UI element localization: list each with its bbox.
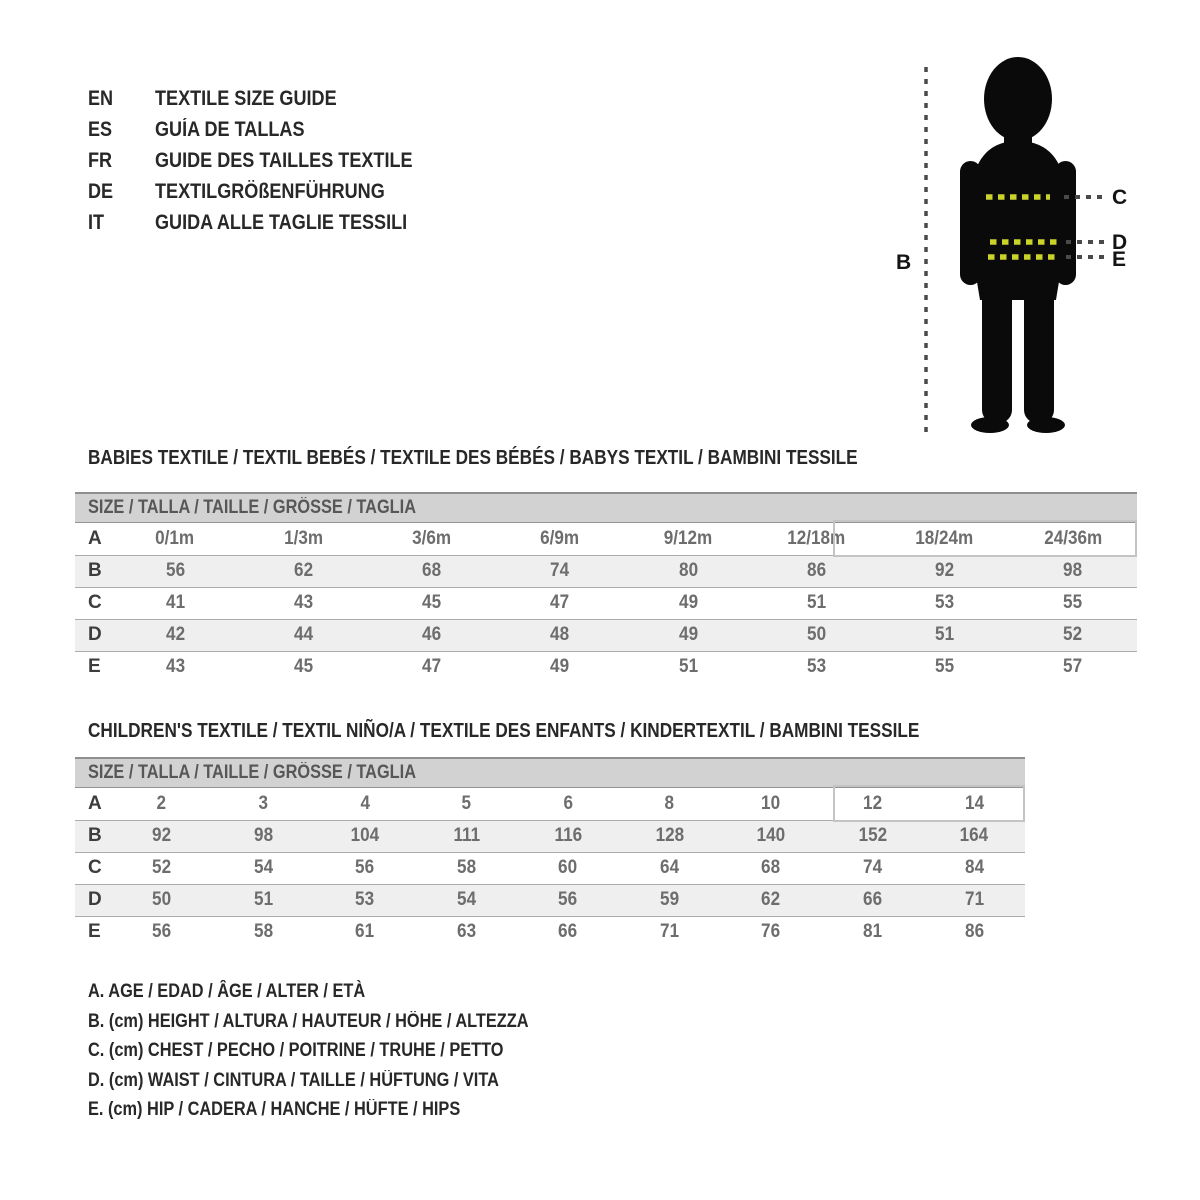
row-label: E (88, 656, 101, 678)
cell: 111 (453, 825, 480, 846)
chest-label: C (1112, 186, 1128, 209)
cell: 4 (360, 792, 370, 814)
cell: 76 (761, 921, 781, 943)
children-section-heading: CHILDREN'S TEXTILE / TEXTIL NIÑO/A / TEXTILE DES ENFANTS / KINDERTEXTIL / BAMBINI TESSILE (88, 720, 920, 742)
left-foot-shape (971, 417, 1009, 433)
lang-code: ES (88, 117, 113, 141)
legend-line-chest: C. (cm) CHEST / PECHO / POITRINE / TRUHE / PETTO (88, 1040, 504, 1061)
head-shape (984, 57, 1052, 141)
cell: 53 (935, 592, 955, 613)
cell: 64 (659, 857, 680, 878)
row-label: D (88, 624, 102, 645)
table-row-B (75, 820, 1025, 852)
cell: 60 (558, 857, 578, 878)
cell: 80 (678, 560, 698, 581)
cell: 50 (806, 624, 826, 645)
torso-shape (970, 141, 1066, 300)
cell: 116 (554, 825, 582, 846)
legend-line-hip: E. (cm) HIP / CADERA / HANCHE / HÜFTE / HIPS (88, 1099, 461, 1120)
cell: 55 (935, 656, 955, 678)
cell: 152 (858, 825, 887, 846)
children-size-table (75, 757, 1025, 948)
cell: 74 (863, 857, 883, 878)
lang-row-en (88, 83, 454, 114)
cell: 140 (756, 825, 786, 846)
cell: 71 (659, 921, 680, 943)
children-table-grid (75, 788, 1025, 948)
lang-row-fr (88, 145, 454, 176)
row-label: C (88, 857, 102, 878)
cell: 53 (355, 889, 375, 910)
cell: 6/9m (540, 527, 580, 549)
row-label: C (88, 592, 102, 613)
cell: 41 (165, 592, 185, 613)
cell: 56 (165, 560, 185, 581)
cell: 44 (293, 624, 313, 645)
row-label: D (88, 889, 102, 910)
cell: 45 (293, 656, 313, 678)
cell: 12 (863, 792, 883, 814)
cell: 98 (1063, 560, 1083, 581)
cell: 50 (152, 889, 172, 910)
cell: 92 (935, 560, 955, 581)
row-label: A (88, 792, 102, 814)
hip-label: E (1112, 248, 1127, 271)
row-label: B (88, 560, 102, 581)
lang-code: IT (88, 210, 105, 234)
cell: 51 (806, 592, 826, 613)
lang-row-de (88, 176, 454, 207)
guide-title: GUIDA ALLE TAGLIE TESSILI (155, 210, 408, 234)
legend-line-waist: D. (cm) WAIST / CINTURA / TAILLE / HÜFTUNG / VITA (88, 1069, 499, 1091)
children-size-header-bar: SIZE / TALLA / TAILLE / GRÖSSE / TAGLIA (75, 757, 1025, 788)
lang-row-es (88, 114, 454, 145)
cell: 14 (964, 792, 984, 814)
row-label: A (88, 527, 102, 549)
cell: 66 (863, 889, 883, 910)
cell: 56 (558, 889, 578, 910)
cell: 0/1m (155, 527, 195, 549)
cell: 81 (863, 921, 883, 943)
cell: 104 (350, 825, 380, 846)
cell: 3 (258, 792, 269, 814)
cell: 56 (152, 921, 172, 943)
cell: 1/3m (283, 527, 323, 549)
cell: 5 (461, 792, 472, 814)
cell: 10 (761, 792, 781, 814)
left-arm-shape (960, 161, 981, 285)
guide-title: GUÍA DE TALLAS (155, 117, 305, 141)
cell: 68 (761, 857, 781, 878)
cell: 56 (355, 857, 375, 878)
cell: 9/12m (663, 527, 713, 549)
babies-table-grid (75, 523, 1137, 683)
cell: 54 (253, 857, 273, 878)
cell: 51 (935, 624, 955, 645)
table-row-B (75, 555, 1137, 587)
cell: 98 (253, 825, 273, 846)
guide-title: TEXTILE SIZE GUIDE (155, 86, 337, 110)
cell: 49 (678, 592, 698, 613)
guide-title: TEXTILGRÖßENFÜHRUNG (155, 179, 385, 203)
waist-label: D (1112, 231, 1128, 254)
height-label: B (896, 251, 912, 274)
cell: 51 (253, 889, 273, 910)
row-label: B (88, 825, 102, 846)
table-row-D (75, 884, 1025, 916)
table-row-C (75, 587, 1137, 619)
right-arm-shape (1055, 161, 1076, 285)
table-row-A (75, 788, 1025, 820)
table-row-D (75, 619, 1137, 651)
cell: 57 (1063, 656, 1083, 678)
cell: 49 (550, 656, 570, 678)
cell: 58 (253, 921, 273, 943)
legend-line-age: A. AGE / EDAD / ÂGE / ALTER / ETÀ (88, 981, 366, 1002)
cell: 49 (678, 624, 698, 645)
cell: 2 (157, 792, 167, 814)
table-row-A (75, 523, 1137, 555)
cell: 52 (1063, 624, 1083, 645)
right-leg-shape (1024, 283, 1054, 423)
child-silhouette-figure (890, 55, 1140, 435)
cell: 68 (422, 560, 442, 581)
right-foot-shape (1027, 417, 1065, 433)
cell: 55 (1063, 592, 1083, 613)
guide-title: GUIDE DES TAILLES TEXTILE (155, 148, 413, 172)
lang-row-it (88, 207, 454, 238)
cell: 86 (964, 921, 984, 943)
babies-section-heading: BABIES TEXTILE / TEXTIL BEBÉS / TEXTILE DES BÉBÉS / BABYS TEXTIL / BAMBINI TESSILE (88, 447, 858, 469)
lang-code: FR (88, 148, 113, 172)
cell: 74 (550, 560, 570, 581)
cell: 24/36m (1043, 527, 1102, 549)
babies-size-table (75, 492, 1137, 683)
lang-code: EN (88, 86, 114, 110)
cell: 43 (165, 656, 185, 678)
cell: 51 (678, 656, 698, 678)
cell: 61 (355, 921, 375, 943)
cell: 45 (422, 592, 442, 613)
table-row-E (75, 916, 1025, 948)
cell: 6 (563, 792, 573, 814)
cell: 43 (293, 592, 313, 613)
cell: 128 (655, 825, 684, 846)
measurement-legend (88, 977, 600, 1125)
cell: 47 (550, 592, 570, 613)
table-row-C (75, 852, 1025, 884)
cell: 48 (550, 624, 570, 645)
cell: 47 (422, 656, 442, 678)
cell: 63 (456, 921, 476, 943)
cell: 12/18m (787, 527, 846, 549)
cell: 59 (659, 889, 680, 910)
cell: 86 (806, 560, 826, 581)
cell: 66 (558, 921, 578, 943)
cell: 53 (806, 656, 826, 678)
language-title-list (88, 83, 454, 238)
cell: 62 (293, 560, 313, 581)
cell: 58 (456, 857, 476, 878)
table-row-E (75, 651, 1137, 683)
cell: 42 (165, 624, 185, 645)
cell: 54 (456, 889, 476, 910)
cell: 8 (664, 792, 675, 814)
cell: 62 (761, 889, 781, 910)
cell: 18/24m (915, 527, 974, 549)
cell: 84 (964, 857, 984, 878)
child-silhouette (960, 57, 1076, 433)
cell: 3/6m (412, 527, 452, 549)
cell: 52 (152, 857, 172, 878)
left-leg-shape (982, 283, 1012, 423)
cell: 46 (422, 624, 442, 645)
babies-size-header-bar: SIZE / TALLA / TAILLE / GRÖSSE / TAGLIA (75, 492, 1137, 523)
lang-code: DE (88, 179, 114, 203)
cell: 164 (959, 825, 989, 846)
row-label: E (88, 921, 101, 943)
cell: 92 (152, 825, 172, 846)
cell: 71 (964, 889, 984, 910)
legend-line-height: B. (cm) HEIGHT / ALTURA / HAUTEUR / HÖHE / ALTEZZA (88, 1010, 529, 1032)
